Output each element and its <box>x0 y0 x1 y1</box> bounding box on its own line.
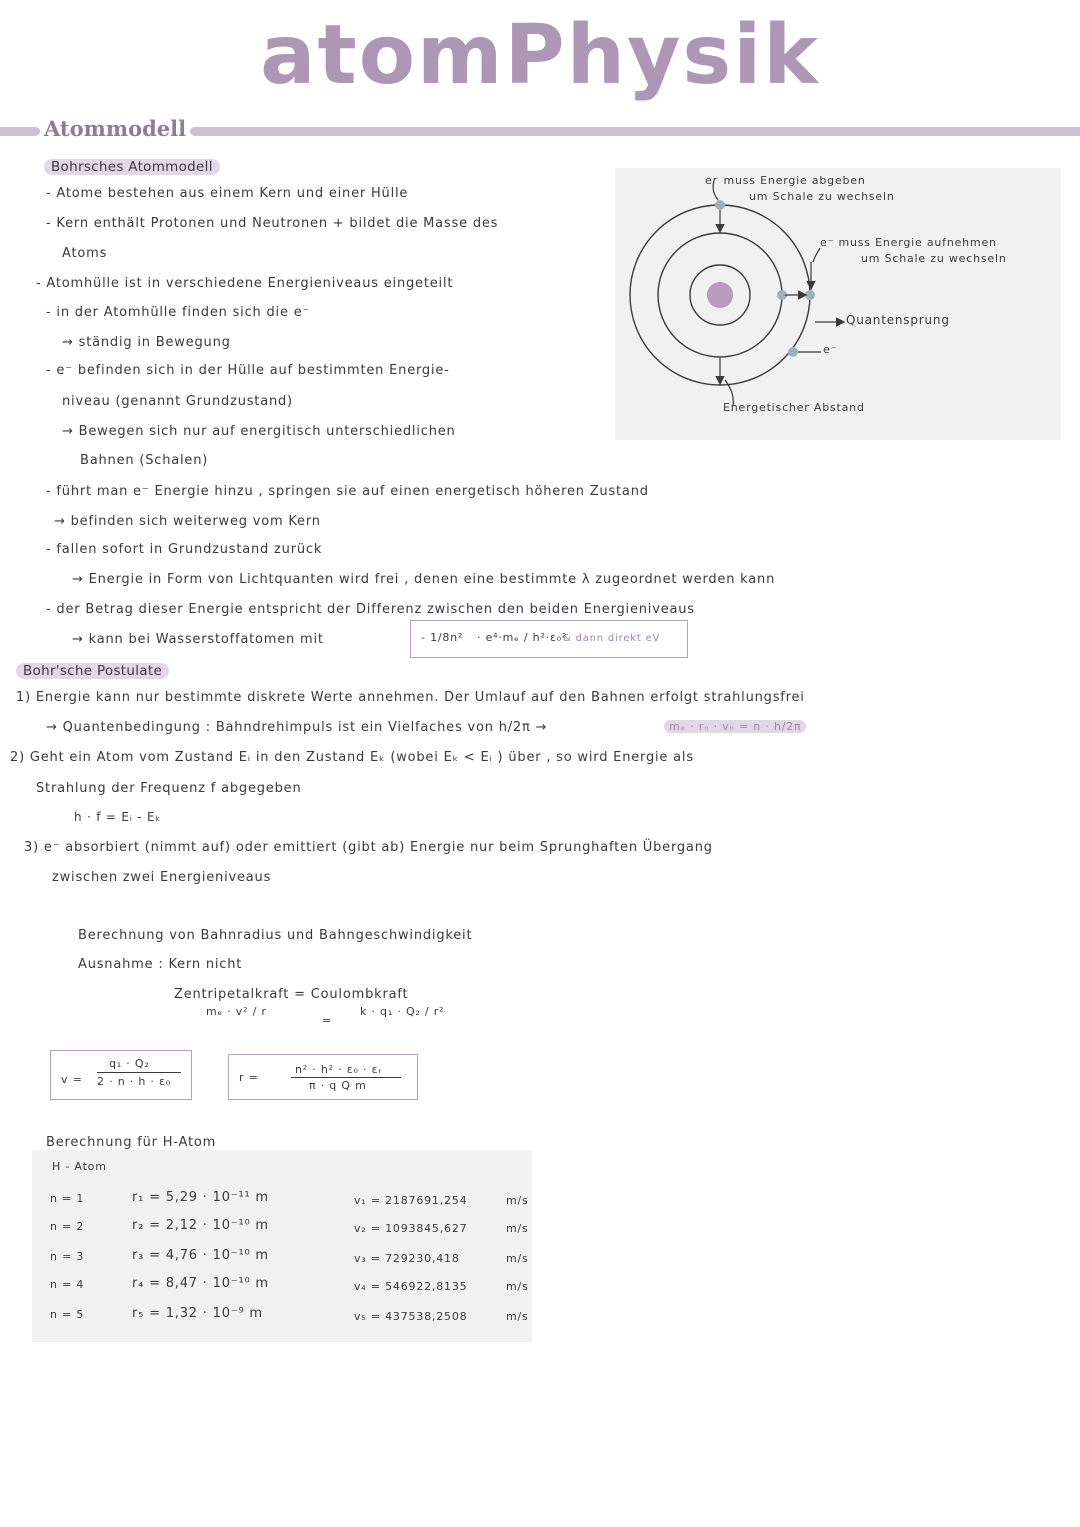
page-title: atomPhysik <box>260 8 820 103</box>
row-unit: m/s <box>506 1280 529 1293</box>
postulate-line-3: 2) Geht ein Atom vom Zustand Eᵢ in den Zustand Eₖ (wobei Eₖ < Eᵢ ) über , so wird Energie als <box>10 750 694 765</box>
bohr-heading-text: Bohrsches Atommodell <box>44 159 220 175</box>
bohr-line-11: - führt man e⁻ Energie hinzu , springen sie auf einen energetisch höheren Zustand <box>46 484 649 499</box>
row-unit: m/s <box>506 1252 529 1265</box>
quant-formula <box>664 720 806 733</box>
row-radius: r₅ = 1,32 · 10⁻⁹ m <box>132 1306 263 1321</box>
energy-formula-box <box>410 620 688 658</box>
h-atom-heading: Berechnung für H-Atom <box>46 1135 217 1150</box>
bohr-line-16: → kann bei Wasserstoffatomen mit <box>72 632 324 647</box>
row-velocity: v₁ = 2187691,254 <box>354 1194 468 1207</box>
bohr-line-5: - in der Atomhülle finden sich die e⁻ <box>46 305 311 320</box>
r-numerator: n² · h² · ε₀ · εᵣ <box>295 1063 382 1076</box>
v-denominator: 2 · n · h · ε₀ <box>97 1075 171 1088</box>
bohr-line-8: niveau (genannt Grundzustand) <box>62 394 293 409</box>
h-atom-sub: H - Atom <box>52 1160 107 1173</box>
divider-right <box>190 127 1080 136</box>
r-denominator: π · q Q m <box>309 1079 367 1092</box>
row-unit: m/s <box>506 1310 529 1323</box>
postulate-line-4: Strahlung der Frequenz f abgegeben <box>36 781 302 796</box>
r-fraction-bar <box>291 1077 401 1078</box>
force-eq: = <box>322 1014 333 1027</box>
absorb-curve <box>813 248 820 262</box>
section-title: Atommodell <box>44 116 187 141</box>
row-radius: r₁ = 5,29 · 10⁻¹¹ m <box>132 1190 269 1205</box>
v-numerator: q₁ · Q₂ <box>109 1057 150 1070</box>
row-n: n = 5 <box>50 1308 85 1321</box>
row-n: n = 1 <box>50 1192 85 1205</box>
postulate-line-7: zwischen zwei Energieniveaus <box>52 870 272 885</box>
bohr-line-2: - Kern enthält Protonen und Neutronen + bildet die Masse des <box>46 216 499 231</box>
label-energy-distance: Energetischer Abstand <box>723 401 865 414</box>
label-release-2: um Schale zu wechseln <box>749 190 895 203</box>
radius-formula-box <box>228 1054 418 1100</box>
postulate-line-1: 1) Energie kann nur bestimmte diskrete Werte annehmen. Der Umlauf auf den Bahnen erfolgt strahlungsfrei <box>16 690 805 705</box>
row-n: n = 2 <box>50 1220 85 1233</box>
quant-formula-text: mₑ · rₙ · vₙ = n · h/2π <box>664 720 806 733</box>
electron-lower <box>788 347 798 357</box>
electron-outer <box>805 290 815 300</box>
electron-top <box>715 200 725 210</box>
row-velocity: v₃ = 729230,418 <box>354 1252 460 1265</box>
postulate-line-2: → Quantenbedingung : Bahndrehimpuls ist ein Vielfaches von h/2π → <box>46 720 548 735</box>
bohr-line-1: - Atome bestehen aus einem Kern und einer Hülle <box>46 186 409 201</box>
row-unit: m/s <box>506 1194 529 1207</box>
bohr-line-10: Bahnen (Schalen) <box>80 453 209 468</box>
label-absorb-1: e⁻ muss Energie aufnehmen <box>820 236 997 249</box>
calc-note: Ausnahme : Kern nicht <box>78 957 243 972</box>
label-release-1: e⁻ muss Energie abgeben <box>705 174 866 187</box>
row-radius: r₂ = 2,12 · 10⁻¹⁰ m <box>132 1218 269 1233</box>
bohr-line-7: - e⁻ befinden sich in der Hülle auf bestimmten Energie- <box>46 363 450 378</box>
v-fraction-bar <box>97 1072 181 1073</box>
label-absorb-2: um Schale zu wechseln <box>861 252 1007 265</box>
bohr-line-14: → Energie in Form von Lichtquanten wird frei , denen eine bestimmte λ zugeordnet werden kann <box>72 572 776 587</box>
force-line: Zentripetalkraft = Coulombkraft <box>174 987 409 1002</box>
label-electron: e⁻ <box>823 343 838 356</box>
nucleus <box>707 282 733 308</box>
bohr-heading <box>44 156 220 175</box>
formula-part-c: & dann direkt eV <box>563 633 661 644</box>
h-atom-table <box>32 1150 532 1342</box>
force-left: mₑ · v² / r <box>206 1005 267 1018</box>
r-label: r = <box>239 1071 259 1084</box>
bohr-line-15: - der Betrag dieser Energie entspricht der Differenz zwischen den beiden Energieniveaus <box>46 602 695 617</box>
bohr-line-9: → Bewegen sich nur auf energitisch unterschiedlichen <box>62 424 456 439</box>
v-label: v = <box>61 1073 83 1086</box>
row-n: n = 4 <box>50 1278 85 1291</box>
atom-diagram-svg <box>615 168 1061 440</box>
formula-part-a: - 1/8n² <box>421 631 464 644</box>
postulates-heading <box>16 660 169 679</box>
label-quantum-jump: Quantensprung <box>846 313 950 327</box>
postulate-line-5: h · f = Eᵢ - Eₖ <box>74 810 162 824</box>
postulates-heading-text: Bohr'sche Postulate <box>16 663 169 679</box>
divider-left <box>0 127 40 136</box>
row-radius: r₄ = 8,47 · 10⁻¹⁰ m <box>132 1276 269 1291</box>
bohr-line-6: → ständig in Bewegung <box>62 335 231 350</box>
row-velocity: v₂ = 1093845,627 <box>354 1222 468 1235</box>
row-radius: r₃ = 4,76 · 10⁻¹⁰ m <box>132 1248 269 1263</box>
row-velocity: v₄ = 546922,8135 <box>354 1280 468 1293</box>
calc-heading: Berechnung von Bahnradius und Bahngeschwindigkeit <box>78 928 473 943</box>
force-right: k · q₁ · Q₂ / r² <box>360 1005 445 1018</box>
bohr-line-4: - Atomhülle ist in verschiedene Energieniveaus eingeteilt <box>36 276 454 291</box>
row-n: n = 3 <box>50 1250 85 1263</box>
bohr-line-13: - fallen sofort in Grundzustand zurück <box>46 542 323 557</box>
velocity-formula-box <box>50 1050 192 1100</box>
postulate-line-6: 3) e⁻ absorbiert (nimmt auf) oder emittiert (gibt ab) Energie nur beim Sprunghaften Übergang <box>24 840 713 855</box>
atom-diagram <box>615 168 1061 440</box>
bohr-line-12: → befinden sich weiterweg vom Kern <box>54 514 321 529</box>
row-velocity: v₅ = 437538,2508 <box>354 1310 468 1323</box>
formula-part-b: · e⁴·mₑ / h²·ε₀² <box>477 631 568 644</box>
bohr-line-3: Atoms <box>62 246 108 261</box>
row-unit: m/s <box>506 1222 529 1235</box>
